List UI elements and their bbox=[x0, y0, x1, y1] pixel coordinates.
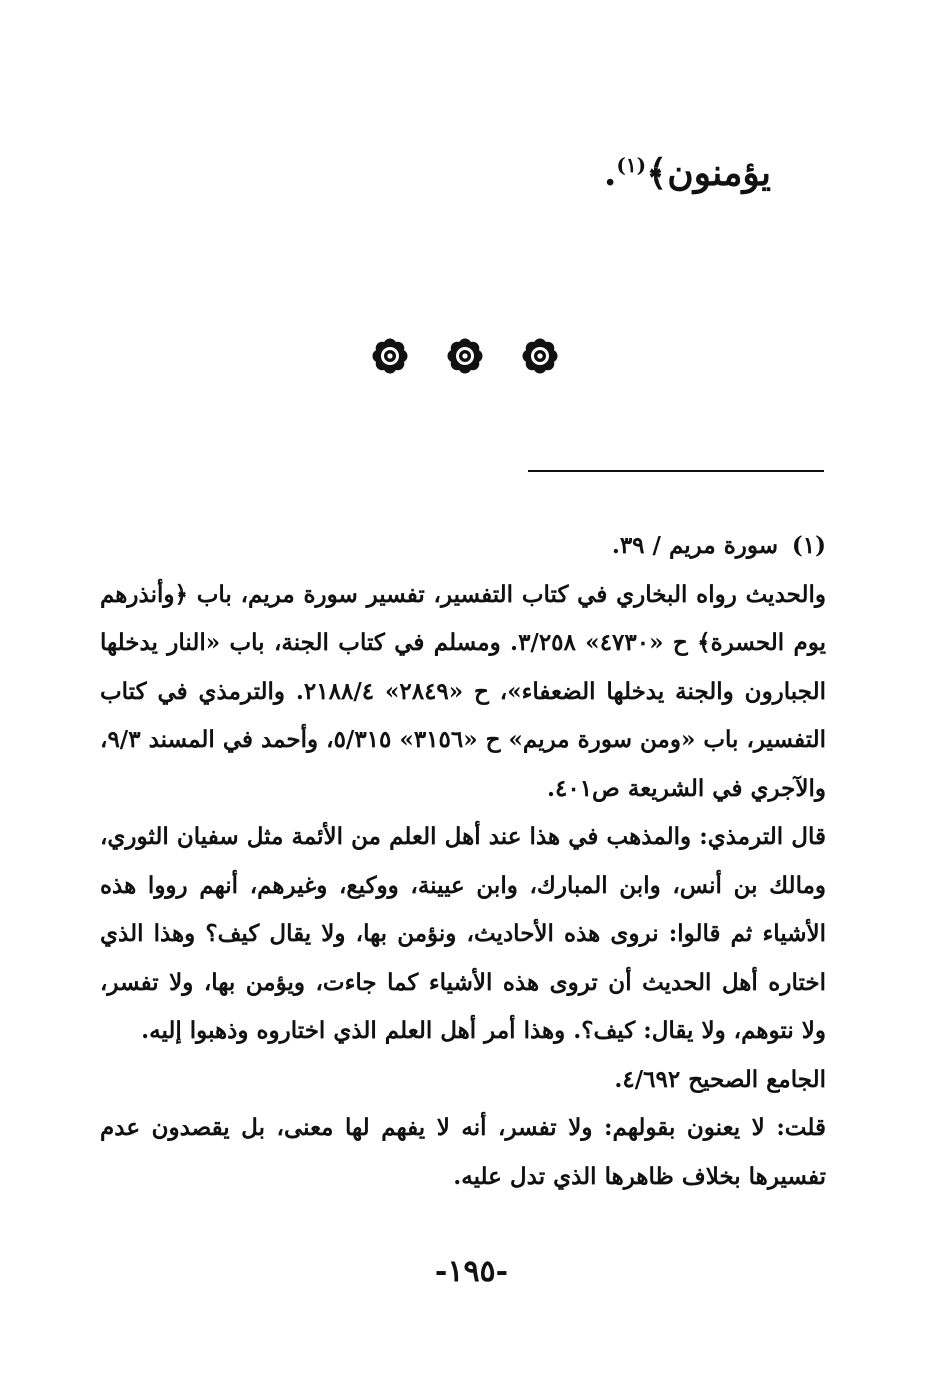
flower-ornament-icon bbox=[370, 336, 410, 376]
verse-end-mark: . bbox=[603, 152, 617, 194]
footnote-marker: (١) bbox=[791, 532, 826, 559]
footnote-tirmidhi-quote: قال الترمذي: والمذهب في هذا عند أهل العلم من الأئمة مثل سفيان الثوري، ومالك بن أنس، وابن المبارك، وابن عيينة، ووكيع، وغيرهم، أنهم رووا هذه الأشياء ثم قالوا: نروى هذه الأحاديث، ونؤمن بها، ولا يقال كيف؟ وهذا الذي اختاره أهل الحديث أن تروى هذه الأشياء كما جاءت، ويؤمن بها، ولا تفسر، ولا نتوهم، ولا يقال: كيف؟. وهذا أمر أهل العلم الذي اختاروه وذهبوا إليه. bbox=[100, 823, 826, 1044]
flower-ornament-icon bbox=[520, 336, 560, 376]
footnote-reference-line: الجامع الصحيح ٤/٦٩٢. bbox=[614, 1065, 826, 1093]
footnote-hadith-sources: والحديث رواه البخاري في كتاب التفسير، تفسير سورة مريم، باب ﴿وأنذرهم يوم الحسرة﴾ ح «٤٧٣٠» ٣/٢٥٨. ومسلم في كتاب الجنة، باب «النار يدخلها الجبارون والجنة يدخلها الضعفاء»، ح «٢٨٤٩» ٢١٨٨/٤. والترمذي في كتاب التفسير، باب «ومن سورة مريم» ح «٣١٥٦» ٥/٣١٥، وأحمد في المسند ٩/٣، والآجري في الشريعة ص٤٠١. bbox=[100, 580, 827, 802]
page-number: -١٩٥- bbox=[434, 1254, 509, 1289]
section-divider-ornaments bbox=[370, 334, 560, 378]
footnote-separator-line bbox=[528, 470, 824, 472]
verse-text: يؤمنون﴾ bbox=[646, 152, 771, 194]
footnote-reference: (١) bbox=[616, 153, 647, 177]
footnote-heading bbox=[100, 522, 826, 571]
footnote-source: سورة مريم / ٣٩. bbox=[611, 532, 778, 559]
footnotes bbox=[100, 522, 826, 1201]
footnote-author-comment: قلت: لا يعنون بقولهم: ولا تفسر، أنه لا يفهم لها معنى، بل يقصدون عدم تفسيرها بخلاف ظاهرها الذي تدل عليه. bbox=[100, 1114, 826, 1190]
quran-verse-ending bbox=[604, 140, 771, 198]
flower-ornament-icon bbox=[445, 336, 485, 376]
